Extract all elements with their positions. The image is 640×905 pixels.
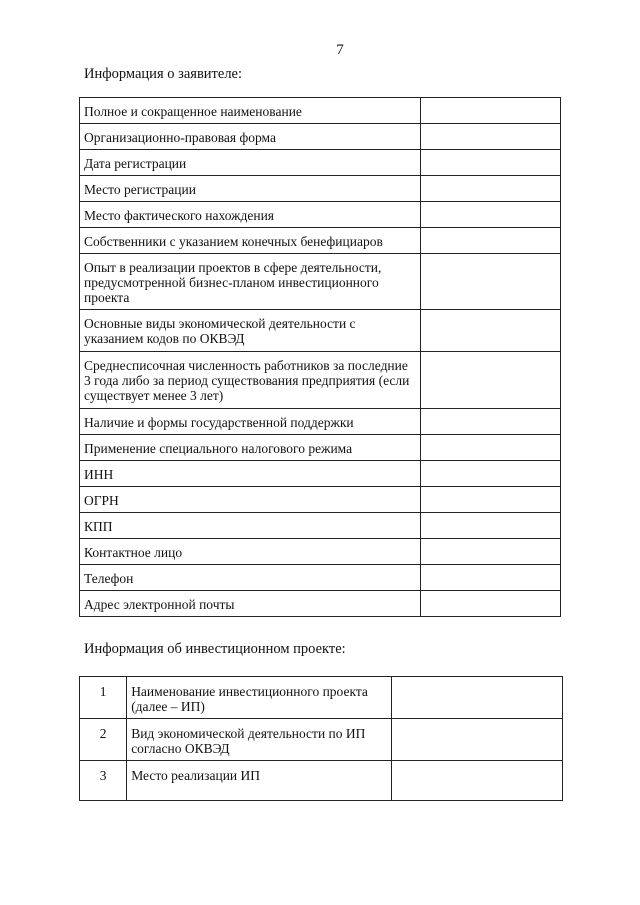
table-row xyxy=(80,98,561,124)
table-row xyxy=(80,539,561,565)
field-label: Дата регистрации xyxy=(80,150,421,176)
table-row xyxy=(80,124,561,150)
field-label: ИНН xyxy=(80,461,421,487)
field-label: КПП xyxy=(80,513,421,539)
field-value[interactable] xyxy=(420,513,560,539)
field-label: Адрес электронной почты xyxy=(80,591,421,617)
field-value[interactable] xyxy=(420,124,560,150)
table-row xyxy=(80,435,561,461)
field-value[interactable] xyxy=(420,435,560,461)
field-value[interactable] xyxy=(420,98,560,124)
field-value[interactable] xyxy=(420,539,560,565)
field-label: Полное и сокращенное наименование xyxy=(80,98,421,124)
project-info-table xyxy=(79,676,563,801)
table-row xyxy=(80,565,561,591)
page-number: 7 xyxy=(336,42,344,58)
field-value[interactable] xyxy=(420,254,560,310)
field-value[interactable] xyxy=(420,565,560,591)
field-value[interactable] xyxy=(420,150,560,176)
field-value[interactable] xyxy=(392,719,563,761)
field-label: Применение специального налогового режима xyxy=(80,435,421,461)
row-number: 3 xyxy=(80,761,127,801)
field-value[interactable] xyxy=(420,461,560,487)
field-label: Место фактического нахождения xyxy=(80,202,421,228)
table-row xyxy=(80,228,561,254)
table-row xyxy=(80,461,561,487)
field-label: Наименование инвестиционного проекта (далее – ИП) xyxy=(127,677,392,719)
field-value[interactable] xyxy=(420,310,560,352)
field-value[interactable] xyxy=(420,409,560,435)
field-label: Наличие и формы государственной поддержки xyxy=(80,409,421,435)
field-label: Телефон xyxy=(80,565,421,591)
table-row xyxy=(80,352,561,409)
table-row xyxy=(80,487,561,513)
field-label: Место регистрации xyxy=(80,176,421,202)
field-value[interactable] xyxy=(420,176,560,202)
table-row xyxy=(80,310,561,352)
field-label: ОГРН xyxy=(80,487,421,513)
field-value[interactable] xyxy=(420,591,560,617)
table-row xyxy=(80,409,561,435)
table-row xyxy=(80,202,561,228)
field-label: Среднесписочная численность работников за последние 3 года либо за период существования предприятия (если существует менее 3 лет) xyxy=(80,352,421,409)
table-row xyxy=(80,176,561,202)
table-row xyxy=(80,719,563,761)
field-label: Контактное лицо xyxy=(80,539,421,565)
row-number: 2 xyxy=(80,719,127,761)
project-section-title: Информация об инвестиционном проекте: xyxy=(84,641,346,657)
table-row xyxy=(80,591,561,617)
applicant-section-title: Информация о заявителе: xyxy=(84,66,243,82)
field-label: Собственники с указанием конечных бенефициаров xyxy=(80,228,421,254)
field-label: Место реализации ИП xyxy=(127,761,392,801)
table-row xyxy=(80,513,561,539)
field-label: Опыт в реализации проектов в сфере деятельности, предусмотренной бизнес-планом инвестиционного проекта xyxy=(80,254,421,310)
field-value[interactable] xyxy=(392,761,563,801)
table-row xyxy=(80,677,563,719)
table-row xyxy=(80,150,561,176)
table-row xyxy=(80,761,563,801)
field-value[interactable] xyxy=(420,202,560,228)
field-value[interactable] xyxy=(420,228,560,254)
table-row xyxy=(80,254,561,310)
field-label: Основные виды экономической деятельности с указанием кодов по ОКВЭД xyxy=(80,310,421,352)
field-value[interactable] xyxy=(420,352,560,409)
row-number: 1 xyxy=(80,677,127,719)
field-label: Организационно-правовая форма xyxy=(80,124,421,150)
field-label: Вид экономической деятельности по ИП согласно ОКВЭД xyxy=(127,719,392,761)
applicant-info-table xyxy=(79,97,561,617)
field-value[interactable] xyxy=(392,677,563,719)
field-value[interactable] xyxy=(420,487,560,513)
